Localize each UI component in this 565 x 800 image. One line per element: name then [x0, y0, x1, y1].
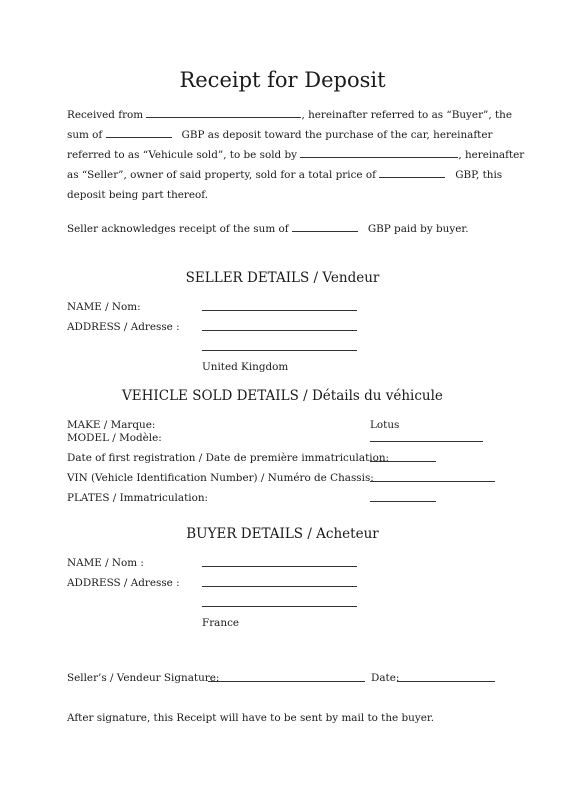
- buyer-address-field-1[interactable]: [202, 586, 357, 587]
- seller-name-blank[interactable]: [300, 146, 458, 158]
- seller-country: United Kingdom: [202, 361, 289, 373]
- seller-address-field-2[interactable]: [202, 350, 357, 351]
- signature-field[interactable]: [208, 681, 365, 682]
- buyer-address-label: ADDRESS / Adresse :: [67, 577, 180, 589]
- intro-text: sum of: [67, 129, 103, 141]
- seller-address-field-1[interactable]: [202, 330, 357, 331]
- make-value: Lotus: [370, 419, 400, 431]
- vin-label: VIN (Vehicle Identification Number) / Numéro de Chassis:: [67, 472, 374, 484]
- intro-text: Received from: [67, 109, 144, 121]
- intro-paragraph: [67, 105, 525, 205]
- seller-name-label: NAME / Nom:: [67, 301, 141, 313]
- plates-field[interactable]: [370, 501, 436, 502]
- model-label: MODEL / Modèle:: [67, 432, 162, 444]
- buyer-name-field[interactable]: [202, 566, 357, 567]
- ack-text: GBP paid by buyer.: [367, 223, 469, 235]
- buyer-heading: BUYER DETAILS / Acheteur: [186, 526, 379, 542]
- buyer-country: France: [202, 617, 240, 629]
- intro-line-4: [67, 165, 503, 185]
- date-label: Date:: [371, 672, 400, 684]
- document-title: Receipt for Deposit: [179, 68, 386, 92]
- intro-line-1: [67, 105, 512, 125]
- buyer-name-label: NAME / Nom :: [67, 557, 144, 569]
- buyer-address-field-2[interactable]: [202, 606, 357, 607]
- seller-name-field[interactable]: [202, 310, 357, 311]
- intro-text: as “Seller”, owner of said property, sold for a total price of: [67, 169, 376, 181]
- registration-date-field[interactable]: [370, 461, 436, 462]
- registration-date-label: Date of first registration / Date de première immatriculation:: [67, 452, 390, 464]
- ack-text: Seller acknowledges receipt of the sum of: [67, 223, 289, 235]
- total-price-blank[interactable]: [379, 166, 445, 178]
- intro-text: GBP, this: [455, 169, 503, 181]
- intro-line-3: [67, 145, 525, 165]
- plates-label: PLATES / Immatriculation:: [67, 492, 209, 504]
- intro-text: , hereinafter referred to as “Buyer”, the: [301, 109, 512, 121]
- footer-note: After signature, this Receipt will have to be sent by mail to the buyer.: [67, 712, 434, 724]
- signature-label: Seller’s / Vendeur Signature:: [67, 672, 220, 684]
- ack-paragraph: [67, 219, 497, 239]
- seller-address-label: ADDRESS / Adresse :: [67, 321, 180, 333]
- intro-line-5: deposit being part thereof.: [67, 189, 209, 201]
- intro-line-2: [67, 125, 497, 145]
- make-label: MAKE / Marque:: [67, 419, 156, 431]
- vehicle-heading: VEHICLE SOLD DETAILS / Détails du véhicule: [122, 388, 443, 404]
- intro-text: GBP as deposit toward the purchase of the car, hereinafter: [181, 129, 493, 141]
- model-field[interactable]: [370, 441, 483, 442]
- ack-line: [67, 219, 497, 239]
- intro-text: referred to as “Vehicule sold”, to be sold by: [67, 149, 298, 161]
- intro-text: , hereinafter: [458, 149, 525, 161]
- vin-field[interactable]: [370, 481, 495, 482]
- buyer-name-blank[interactable]: [146, 106, 301, 118]
- deposit-amount-blank[interactable]: [106, 126, 172, 138]
- seller-heading: SELLER DETAILS / Vendeur: [185, 270, 380, 286]
- ack-amount-blank[interactable]: [292, 220, 358, 232]
- date-field[interactable]: [397, 681, 495, 682]
